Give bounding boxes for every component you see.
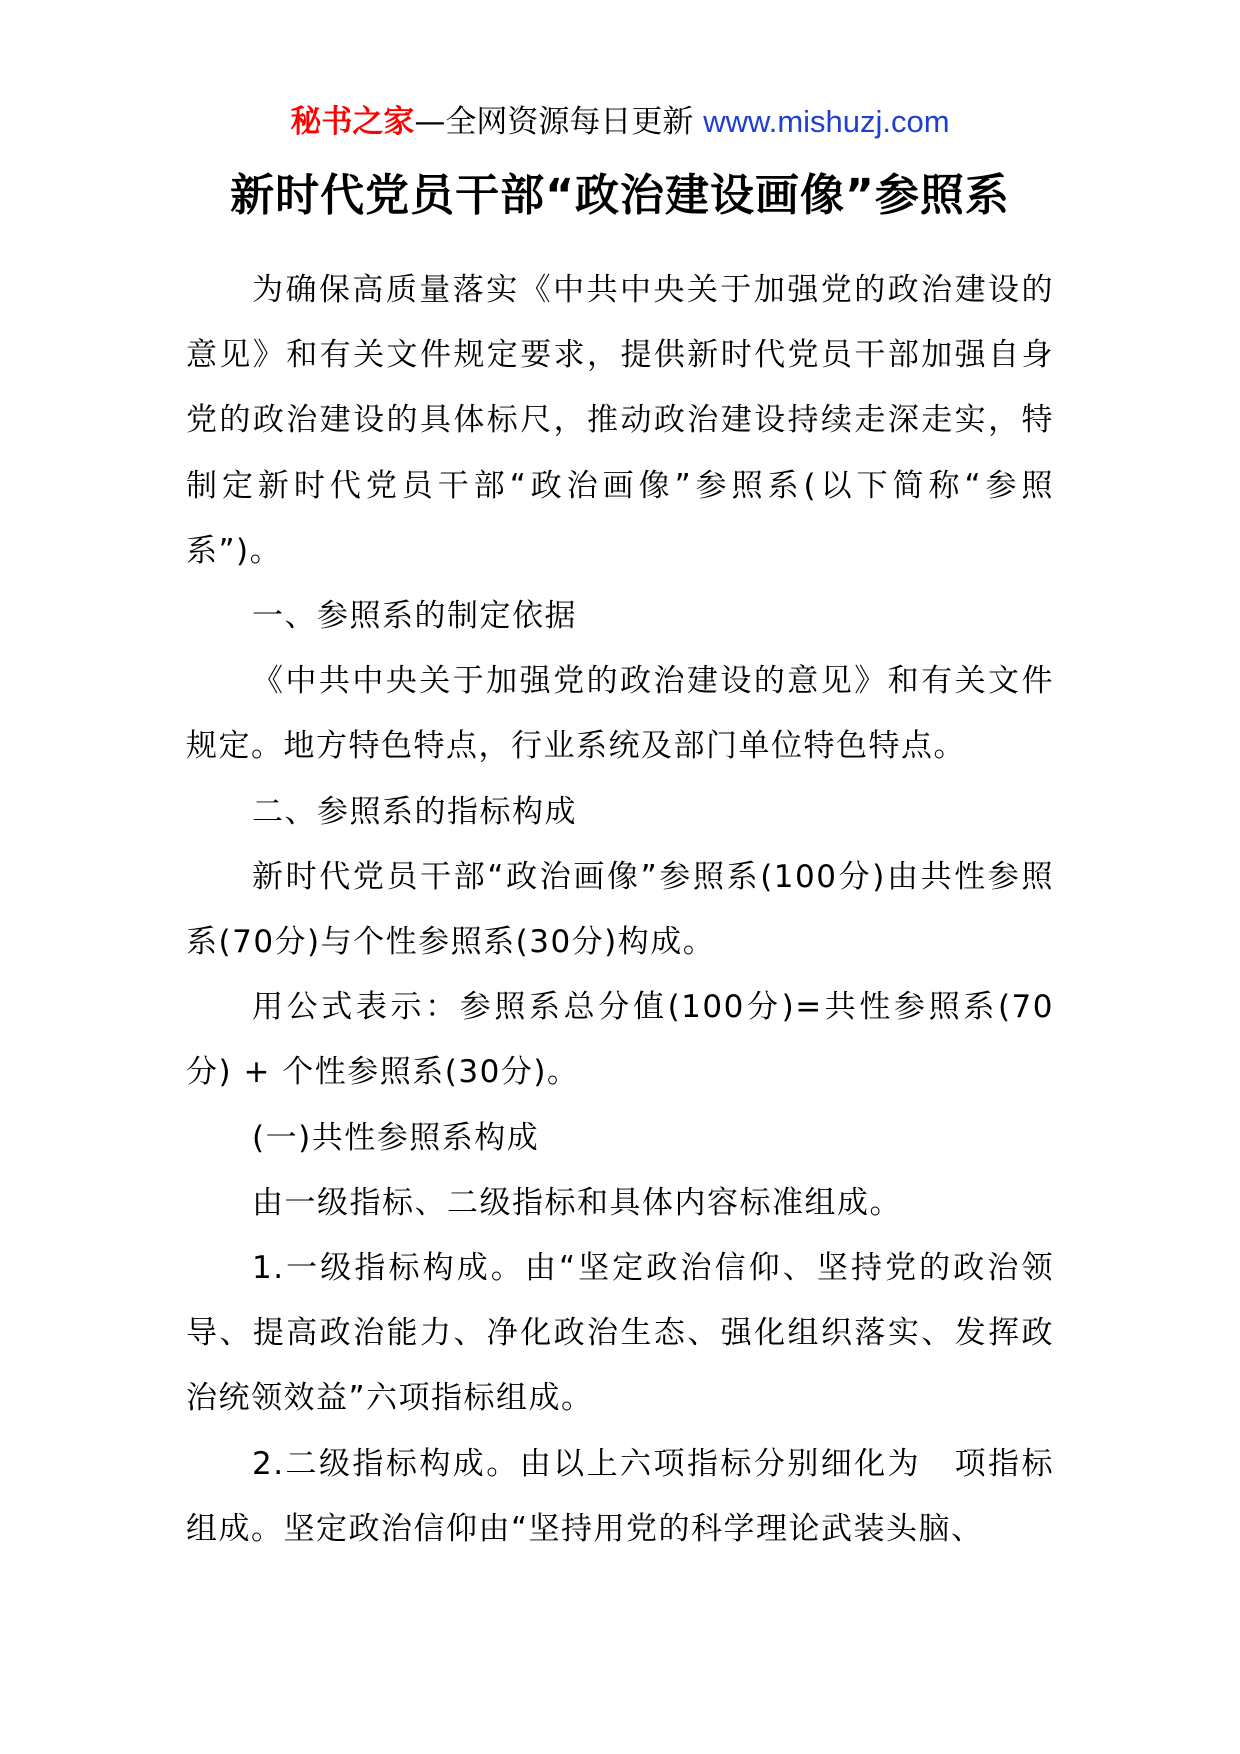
paragraph-level-2-indicators: 2.二级指标构成。由以上六项指标分别细化为 项指标组成。坚定政治信仰由“坚持用党的科学理论武装头脑、 [186, 1445, 1054, 1547]
header-slogan: —全网资源每日更新 [414, 104, 704, 140]
subsection-heading-1: (一)共性参照系构成 [252, 1119, 540, 1156]
paragraph-composition: 新时代党员干部“政治画像”参照系(100分)由共性参照系(70分)与个性参照系(30分)构成。 [186, 858, 1054, 961]
site-url-link[interactable]: www.mishuzj.com [703, 104, 950, 139]
document-title: 新时代党员干部“政治建设画像”参照系 [230, 170, 1010, 221]
paragraph-indicators: 由一级指标、二级指标和具体内容标准组成。 [252, 1184, 902, 1221]
paragraph-formula: 用公式表示：参照系总分值(100分)=共性参照系(70分) + 个性参照系(30分)。 [186, 989, 1054, 1091]
paragraph-basis: 《中共中央关于加强党的政治建设的意见》和有关文件规定。地方特色特点，行业系统及部门单位特色特点。 [186, 663, 1054, 765]
section-heading-1: 一、参照系的制定依据 [252, 598, 577, 635]
paragraph-level-1-indicators: 1.一级指标构成。由“坚定政治信仰、坚持党的政治领导、提高政治能力、净化政治生态、强化组织落实、发挥政治统领效益”六项指标组成。 [186, 1250, 1054, 1417]
document-body [186, 258, 1054, 1562]
paragraph-intro: 为确保高质量落实《中共中央关于加强党的政治建设的意见》和有关文件规定要求，提供新时代党员干部加强自身党的政治建设的具体标尺，推动政治建设持续走深走实，特制定新时代党员干部“政治画像”参照系(以下简称“参照系”)。 [186, 272, 1054, 569]
section-heading-2: 二、参照系的指标构成 [252, 793, 577, 830]
site-header [0, 100, 1240, 144]
brand-name: 秘书之家 [290, 104, 415, 140]
